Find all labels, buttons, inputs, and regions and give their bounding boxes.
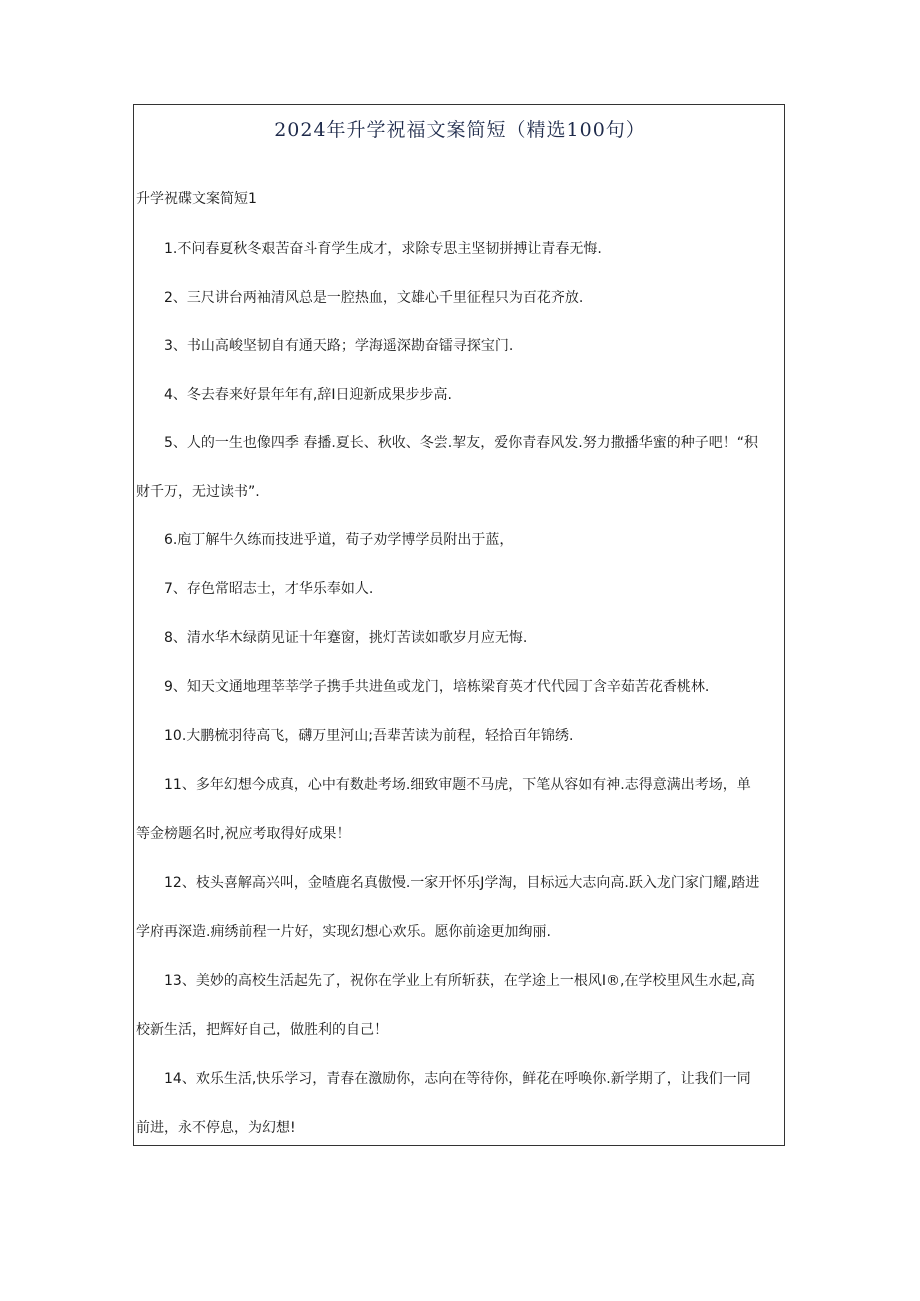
wish-line-5: 5、人的一生也像四季 春播.夏长、秋收、冬尝.挈友，爱你青春风发.努力撒播华蜜的种子吧！“积 xyxy=(164,435,758,451)
wish-line-11: 11、多年幻想今成真，心中有数赴考场.细致审题不马虎，下笔从容如有神.志得意满出考场，单 xyxy=(164,777,751,793)
section-heading: 升学祝碟文案简短1 xyxy=(136,191,257,207)
wish-line-9: 9、知天文通地理莘莘学子携手共进鱼或龙门，培栋梁育英才代代园丁含辛茹苦花香桃林. xyxy=(164,679,710,695)
wish-line-13-continued: 校新生活，把辉好自己，做胜利的自己！ xyxy=(136,1022,388,1038)
wish-line-6: 6.庖丁解牛久练而技进乎道，荀子劝学博学员附出于蓝， xyxy=(164,532,514,548)
wish-line-10: 10.大鹏梳羽待高飞，礴万里河山;吾辈苦读为前程，轻拾百年锦绣. xyxy=(164,728,574,744)
wish-line-1: 1.不问春夏秋冬艰苦奋斗育学生成才，求除专思主坚韧拼搏让青春无悔. xyxy=(164,241,602,257)
wish-line-11-continued: 等金榜题名时,祝应考取得好成果！ xyxy=(136,826,351,842)
wish-line-8: 8、清水华木绿荫见证十年蹇窗，挑灯苦读如歌岁月应无悔. xyxy=(164,630,528,646)
wish-line-12: 12、枝头喜解高兴叫，金喳鹿名真傲慢.一家开怀乐J学淘，目标远大志向高.跃入龙门家门耀,踏进 xyxy=(164,875,760,891)
wish-line-3: 3、书山高峻坚韧自有通天路；学海遥深勘奋镭寻探宝门. xyxy=(164,338,514,354)
wish-line-5-continued: 财千万，无过读书”. xyxy=(136,484,260,500)
wish-line-2: 2、三尺讲台两袖清风总是一腔热血，文雄心千里征程只为百花齐放. xyxy=(164,290,584,306)
wish-line-13: 13、美妙的高校生活起先了，祝你在学业上有所斩获，在学途上一根风I®,在学校里风生水起,高 xyxy=(164,973,755,989)
wish-line-14-continued: 前进，永不停息，为幻想! xyxy=(136,1120,296,1136)
wish-line-4: 4、冬去春来好景年年有,辞I日迎新成果步步高. xyxy=(164,387,452,403)
wish-line-7: 7、存色常昭志士，才华乐奉如人. xyxy=(164,581,374,597)
wish-line-14: 14、欢乐生活,快乐学习，青春在激励你，志向在等待你，鲜花在呼唤你.新学期了，让我们一同 xyxy=(164,1071,751,1087)
wish-line-12-continued: 学府再深造.痈绣前程一片好，实现幻想心欢乐。愿你前途更加绚丽. xyxy=(136,924,551,940)
document-title: 2024年升学祝福文案简短（精选100句） xyxy=(274,119,646,141)
